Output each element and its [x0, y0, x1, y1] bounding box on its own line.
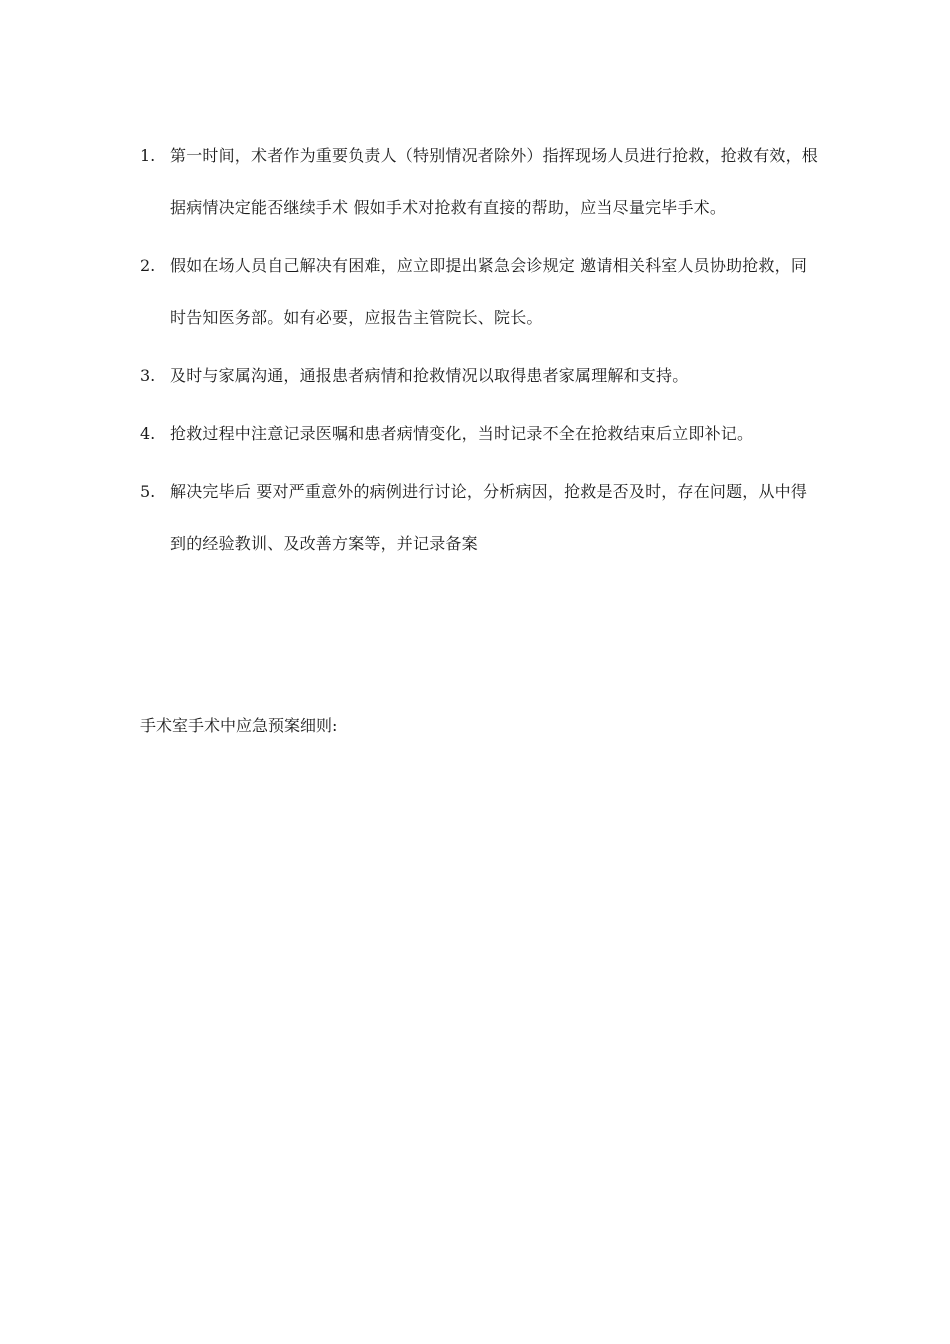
item-number: 1.	[140, 146, 156, 165]
item-number: 4.	[140, 424, 156, 443]
list-item	[140, 130, 820, 234]
item-number: 2.	[140, 256, 156, 275]
item-number: 3.	[140, 366, 156, 385]
procedure-list	[140, 130, 820, 576]
item-text: 第一时间，术者作为重要负责人（特别情况者除外）指挥现场人员进行抢救，抢救有效，根据病情决定能否继续手术 假如手术对抢救有直接的帮助，应当尽量完毕手术。	[170, 146, 819, 217]
item-number: 5.	[140, 482, 156, 501]
list-item	[140, 466, 820, 570]
item-text: 假如在场人员自己解决有困难，应立即提出紧急会诊规定 邀请相关科室人员协助抢救，同时告知医务部。如有必要，应报告主管院长、院长。	[170, 256, 808, 327]
list-item	[140, 350, 820, 402]
section-title: 手术室手术中应急预案细则:	[140, 716, 338, 735]
list-item	[140, 240, 820, 344]
item-text: 及时与家属沟通，通报患者病情和抢救情况以取得患者家属理解和支持。	[170, 366, 689, 385]
item-text: 解决完毕后 要对严重意外的病例进行讨论，分析病因，抢救是否及时，存在问题，从中得到的经验教训、及改善方案等，并记录备案	[170, 482, 808, 553]
item-text: 抢救过程中注意记录医嘱和患者病情变化，当时记录不全在抢救结束后立即补记。	[170, 424, 754, 443]
list-item	[140, 408, 820, 460]
